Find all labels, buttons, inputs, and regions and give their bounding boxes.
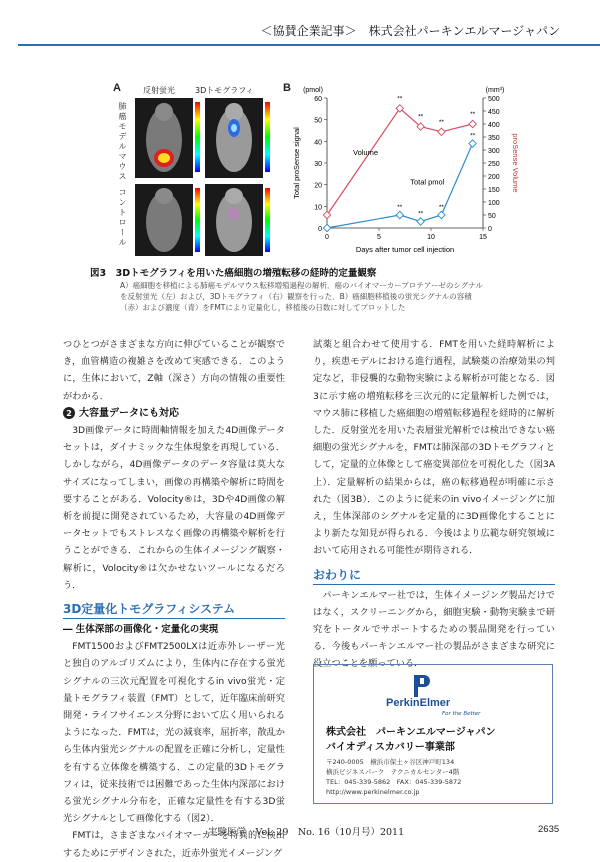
y-tick-label-left: 60 <box>314 96 322 103</box>
mouse-image-reflect-model <box>135 98 193 178</box>
data-point-1-4 <box>469 140 476 147</box>
x-tick-label: 15 <box>479 234 487 241</box>
reflect-fluor-label: 反射蛍光 <box>143 86 175 95</box>
y-tick-label-right: 0 <box>488 226 492 233</box>
model-mouse-label: 肺癌モデルマウス <box>118 102 127 182</box>
y-tick-label-right: 500 <box>488 96 500 103</box>
left-paragraph-0: つひとつがさまざまな方向に伸びていることが観察でき，血管構造の複雑さを改めて実感できる．このように，生体において，Z軸（深さ）方向の情報の重要性がわかる． <box>63 339 285 402</box>
header-title: ＜協賛企業記事＞ 株式会社パーキンエルマージャパン <box>260 24 560 38</box>
y-tick-label-right: 250 <box>488 161 500 168</box>
mouse-image-tomo-control <box>205 184 263 256</box>
right-paragraph-1: 試薬と組合わせて使用する．FMTを用いた経時解析により，疾患モデルにおける進行過程，試験薬の治療効果の判定など，非侵襲的な動物実験による解析が可能となる．図3に示す癌の増殖転移を三次元的に定量解析した例では，マウス肺に移植した癌細胞の増殖転移過程を経時的に解析した．反射蛍光を用いた表層蛍光解析では検出できない癌細胞の蛍光シグナルを，FMTは肺深部の3Dトモグラフィとして，定量的立体像として癌変異部位を可視化した（図3A上）．定量解析の結果からは，癌の転移過程が明確に示された（図3B）．このように従来のin vivoイメージングに加え，生体深部のシグナルを定量的に3D画像化することにより新たな知見が得られる．今後はより広範な研究領域において応用される可能性が期待される． <box>313 339 555 557</box>
series-label-volume: Volume <box>353 148 379 157</box>
caption-line-2: を反射蛍光（左）および，3Dトモグラフィ（右）観察を行った．B）癌細胞移植後の蛍光シグナルの容積 <box>120 291 472 301</box>
data-point-1-3 <box>438 211 445 218</box>
page-number: 2635 <box>538 824 560 835</box>
right-column <box>313 336 555 673</box>
x-tick-label: 10 <box>427 234 435 241</box>
company-contact <box>326 757 461 797</box>
x-tick-label: 5 <box>377 234 381 241</box>
data-point-1-2 <box>417 218 424 225</box>
mouse-tomo-silhouette <box>205 98 263 178</box>
y-tick-label-right: 100 <box>488 200 500 207</box>
header-rule <box>18 44 600 46</box>
company-name: 株式会社 パーキンエルマージャパン <box>326 727 496 738</box>
y-tick-label-right: 200 <box>488 174 500 181</box>
y-tick-label-left: 40 <box>314 139 322 147</box>
perkinelmer-logo-icon <box>412 675 432 697</box>
left-paragraph-1: 3D画像データに時間軸情報を加えた4D画像データセットは，ダイナミックな生体現象を再現している．しかしながら，4D画像データのデータ容量は莫大なサイズになってしまい，画像の再構築や解析に時間を要することがある．Volocity®は，3Dや4D画像の解析を前提に開発されているため，大容量の4D画像データセットでもストレスなく画像の再構築や解析を行うことができる．これからの生体イメージング観察・解析に，Volocity®は欠かせないツールになるだろう． <box>63 425 285 591</box>
caption-line-3: （赤）および濃度（青）をFMTにより定量化し，移植後の日数に対してプロットした <box>120 302 406 312</box>
company-url[interactable]: http://www.perkinelmer.co.jp <box>326 788 420 796</box>
section-heading-conclusion: おわりに <box>313 566 555 585</box>
page-header <box>0 18 600 48</box>
mouse-image-tomo-model <box>205 98 263 178</box>
x-axis-title: Days after tumor cell injection <box>355 245 455 254</box>
significance-marker: ** <box>470 132 476 140</box>
series-line-0 <box>327 108 473 215</box>
y-tick-label-left: 50 <box>314 117 322 125</box>
significance-marker: ** <box>418 210 424 218</box>
y-tick-label-left: 20 <box>314 182 322 190</box>
y-tick-label-left: 10 <box>314 204 322 212</box>
colorbar-1 <box>195 102 200 172</box>
left-paragraph-3: FMTは，さまざまなバイオマーカーを特異的に検出するためにデザインされた，近赤外蛍光イメージング <box>63 830 285 859</box>
logo-text: PerkinElmer <box>386 697 451 709</box>
mouse-silhouette <box>135 98 193 178</box>
caption-line-1: A）癌細胞を移植による肺癌モデルマウス転移増殖過程の解析．癌のバイオマーカープロテアーゼのシグナル <box>120 281 483 290</box>
left-axis-title: Total proSense signal <box>292 127 301 199</box>
section-subheading: ― 生体深部の画像化・定量化の実現 <box>63 624 219 636</box>
significance-marker: ** <box>438 204 444 211</box>
data-point-0-0 <box>323 211 330 218</box>
x-tick-label: 0 <box>325 234 329 241</box>
y-tick-label-right: 350 <box>488 135 500 142</box>
data-point-0-4 <box>469 120 476 127</box>
right-axis-title: proSense Volume <box>511 133 520 193</box>
section-heading-fmt: 3D定量化トモグラフィシステム <box>63 600 285 619</box>
y-tick-label-right: 300 <box>488 148 500 155</box>
left-column <box>63 336 285 862</box>
significance-marker: ** <box>397 95 403 103</box>
figure-caption <box>90 265 530 314</box>
left-unit-label: (pmol) <box>303 87 323 94</box>
tomography-label: 3Dトモグラフィ <box>195 86 254 95</box>
number-2-icon: 2 <box>63 407 75 419</box>
y-tick-label-right: 150 <box>488 187 500 194</box>
address-line-2: 横浜ビジネスパーク テクニカルセンター4階 <box>326 768 460 776</box>
control-label: コントロール <box>118 188 127 248</box>
y-tick-label-left: 0 <box>318 226 322 233</box>
left-paragraph-2: FMT1500およびFMT2500LXは近赤外レーザー光と独自のアルゴリズムにより，生体内に存在する蛍光シグナルの三次元配置を可視化するin vivo蛍光・定量トモグラフィ装置（FMT）として，近年臨床前研究開発・ライフサイエンス分野において広く用いられるようになった．FMTは，光の減衰率，屈折率，散乱から生体内蛍光シグナルの配置を正確に分析し，定量性を有する立体像を構築する．この定量的3Dトモグラフィは，従来技術では困難であった生体内深部における蛍光シグナル分布を，正確な定量性を有する3D蛍光シグナルとして画像化する（図2）． <box>63 641 285 825</box>
right-unit-label: (mm³) <box>485 87 505 94</box>
significance-marker: ** <box>438 118 444 126</box>
footer-journal: 実験医学 Vol. 29 No. 16（10月号）2011 <box>208 827 405 838</box>
mouse-control-silhouette <box>135 184 193 256</box>
caption-title: 図3 3Dトモグラフィを用いた癌細胞の増殖転移の経時的定量観察 <box>90 268 377 279</box>
y-tick-label-left: 30 <box>314 161 322 168</box>
company-info-box <box>313 664 553 804</box>
data-point-0-3 <box>438 128 445 135</box>
y-tick-label-right: 50 <box>488 213 496 220</box>
caption-body <box>90 281 530 314</box>
panel-b-label: B <box>283 82 291 94</box>
address-line-1: 〒240-0005 横浜市保土ヶ谷区神戸町134 <box>326 758 455 766</box>
right-paragraph-2: パーキンエルマー社では，生体イメージング製品だけではなく，スクリーニングから，細胞実験・動物実験まで研究をトータルでサポートするための製品開発を行っている．今後もパーキンエルマー社の製品がさまざまな研究に役立つことを願っている． <box>313 589 555 670</box>
line-chart <box>285 80 525 260</box>
mouse-tomo-control-silhouette <box>205 184 263 256</box>
mouse-image-reflect-control <box>135 184 193 256</box>
colorbar-2 <box>265 102 270 172</box>
company-division: バイオディスカバリー事業部 <box>326 742 455 753</box>
y-tick-label-right: 400 <box>488 122 500 129</box>
subheading-large-data <box>63 405 285 422</box>
series-label-pmol: Total pmol <box>410 177 445 187</box>
colorbar-3 <box>195 188 200 252</box>
y-tick-label-right: 450 <box>488 109 500 116</box>
panel-a-label: A <box>113 82 121 94</box>
phone-fax: TEL：045-339-5862 FAX：045-339-5872 <box>326 778 462 786</box>
logo-tagline: For the Better <box>442 711 481 717</box>
figure-3 <box>105 80 525 260</box>
significance-marker: ** <box>418 113 424 121</box>
subheading-text: 大容量データにも対応 <box>79 407 179 419</box>
significance-marker: ** <box>470 111 476 118</box>
data-point-1-1 <box>396 211 403 218</box>
data-point-1-0 <box>323 224 330 231</box>
colorbar-4 <box>265 188 270 252</box>
significance-marker: ** <box>397 204 403 211</box>
